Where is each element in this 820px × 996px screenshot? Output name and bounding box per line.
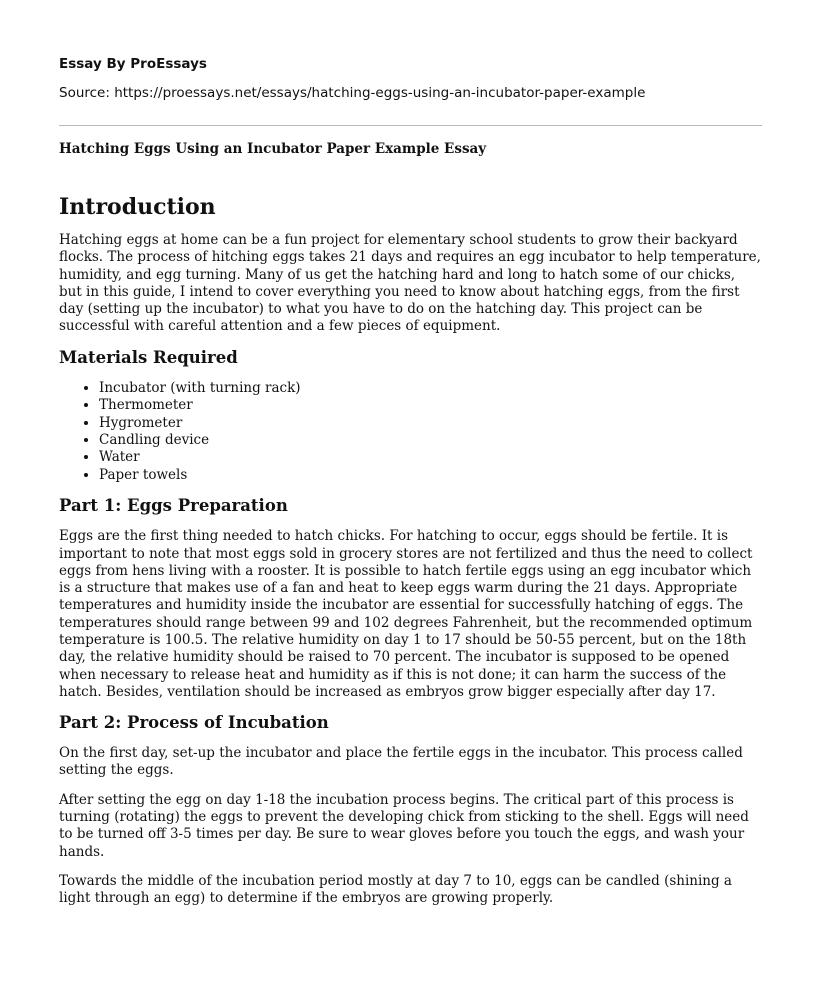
materials-list [59,380,762,484]
part2-heading: Part 2: Process of Incubation [59,713,329,733]
list-item: • Candling device [99,432,762,449]
part2-paragraph-3: Towards the middle of the incubation period mostly at day 7 to 10, eggs can be candled (shining a light through an egg) to determine if the embryos are growing properly. [59,872,732,907]
introduction-heading: Introduction [59,194,216,220]
introduction-paragraph: Hatching eggs at home can be a fun project for elementary school students to grow their backyard flocks. The process of hitching eggs takes 21 days and requires an egg incubator to help temperature, humidity, and egg turning. Many of us get the hatching hard and long to hatch some of our chicks, but in this guide, I intend to cover everything you need to know about hatching eggs, from the first day (setting up the incubator) to what you have to do on the hatching day. This project can be successful with careful attention and a few pieces of equipment. [59,232,761,335]
list-item: • Water [99,449,762,466]
part1-heading: Part 1: Eggs Preparation [59,496,288,516]
materials-heading: Materials Required [59,347,238,367]
document-title: Hatching Eggs Using an Incubator Paper Example Essay [59,141,487,157]
part1-paragraph: Eggs are the first thing needed to hatch chicks. For hatching to occur, eggs should be fertile. It is important to note that most eggs sold in grocery stores are not fertilized and thus the need to collect eggs from hens living with a rooster. It is possible to hatch fertile eggs using an egg incubator which is a structure that makes use of a fan and heat to keep eggs warm during the 21 days. Appropriate temperatures and humidity inside the incubator are essential for successfully hatching of eggs. The temperatures should range between 99 and 102 degrees Fahrenheit, but the recommended optimum temperature is 100.5. The relative humidity on day 1 to 17 should be 50-55 percent, but on the 18th day, the relative humidity should be raised to 70 percent. The incubator is supposed to be opened when necessary to release heat and humidity as if this is not done; it can harm the success of the hatch. Besides, ventilation should be increased as embryos grow bigger especially after day 17. [59,528,753,700]
part2-paragraph-1: On the first day, set-up the incubator and place the fertile eggs in the incubator. This process called setting the eggs. [59,745,743,779]
list-item: • Paper towels [99,467,762,484]
list-item: • Incubator (with turning rack) [99,380,762,397]
document-header [59,0,762,101]
part2-paragraph-2: After setting the egg on day 1-18 the incubation process begins. The critical part of this process is turning (rotating) the eggs to prevent the developing chick from sticking to the shell. Eggs will need to be turned off 3-5 times per day. Be sure to wear gloves before you touch the eggs, and wash your hands. [59,791,749,860]
byline: Essay By ProEssays [59,56,207,72]
header-divider [59,125,762,126]
list-item: • Hygrometer [99,415,762,432]
source-line: Source: https://proessays.net/essays/hatching-eggs-using-an-incubator-paper-example [59,85,646,101]
list-item: • Thermometer [99,397,762,414]
